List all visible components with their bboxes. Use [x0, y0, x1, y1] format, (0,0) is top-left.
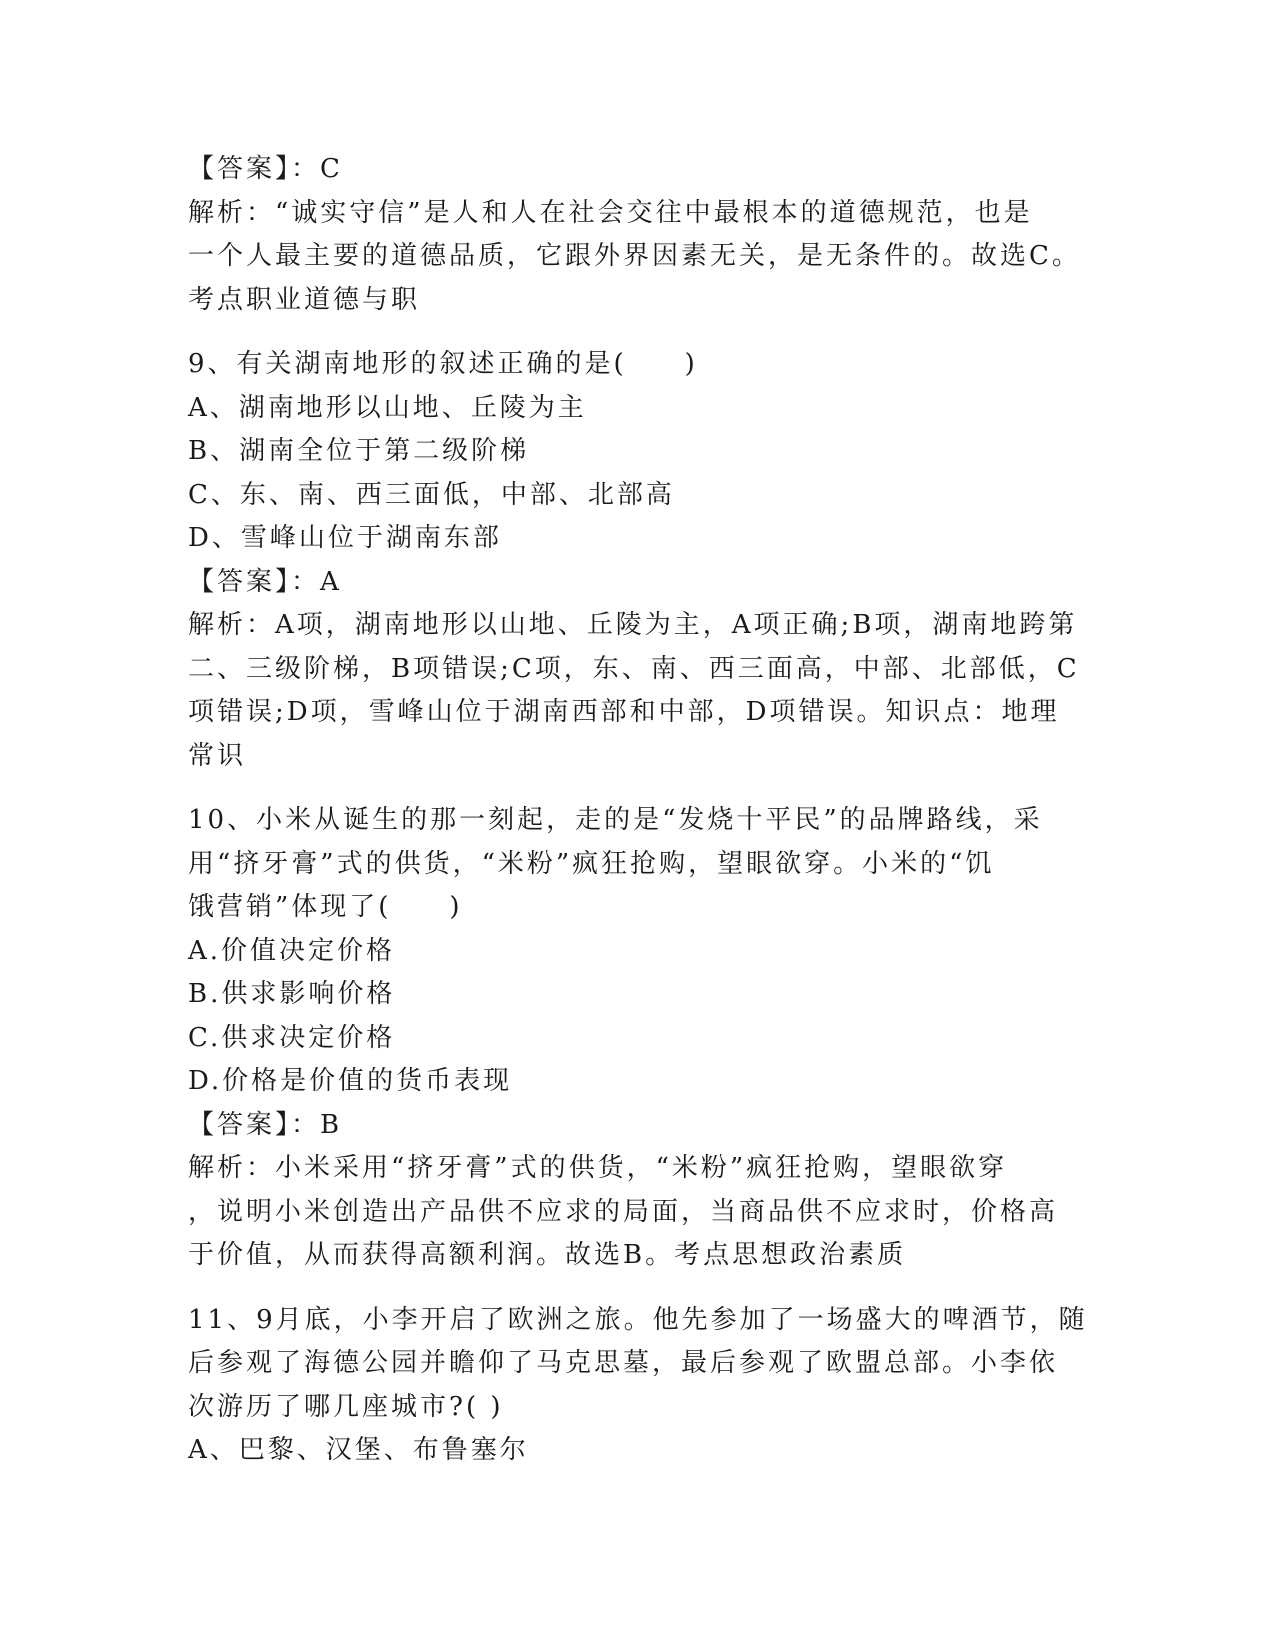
question-10-block — [188, 799, 1088, 1278]
question-9-block — [188, 343, 1088, 778]
answer-label: 【答案】：B — [188, 1109, 343, 1140]
question-stem: 9、有关湖南地形的叙述正确的是( ) — [188, 349, 698, 379]
option-a: A、湖南地形以山地、丘陵为主 — [188, 392, 587, 423]
question-8-answer-block — [188, 148, 1088, 322]
option-c: C.供求决定价格 — [188, 1022, 396, 1053]
analysis-line: 常识 — [188, 740, 247, 771]
option-a: A.价值决定价格 — [188, 935, 396, 966]
analysis-line: 一个人最主要的道德品质，它跟外界因素无关，是无条件的。故选C。 — [188, 241, 1081, 271]
answer-label: 【答案】：C — [188, 154, 343, 184]
analysis-line: 解析：A项，湖南地形以山地、丘陵为主，A项正确;B项，湖南地跨第 — [188, 610, 1078, 640]
question-stem: 10、小米从诞生的那一刻起，走的是“发烧十平民”的品牌路线，采 — [188, 805, 1043, 835]
analysis-line: ，说明小米创造出产品供不应求的局面，当商品供不应求时，价格高 — [188, 1196, 1059, 1227]
analysis-line: 解析：“诚实守信”是人和人在社会交往中最根本的道德规范，也是 — [188, 197, 1033, 228]
question-stem: 用“挤牙膏”式的供货，“米粉”疯狂抢购，望眼欲穿。小米的“饥 — [188, 848, 995, 879]
option-d: D、雪峰山位于湖南东部 — [188, 523, 502, 553]
analysis-line: 二、三级阶梯，B项错误;C项，东、南、西三面高，中部、北部低，C — [188, 653, 1080, 684]
analysis-line: 解析：小米采用“挤牙膏”式的供货，“米粉”疯狂抢购，望眼欲穿 — [188, 1153, 1008, 1183]
question-stem: 后参观了海德公园并瞻仰了马克思墓，最后参观了欧盟总部。小李依 — [188, 1348, 1059, 1378]
option-b: B、湖南全位于第二级阶梯 — [188, 436, 530, 466]
analysis-line: 项错误;D项，雪峰山位于湖南西部和中部，D项错误。知识点：地理 — [188, 697, 1060, 727]
block-divider — [188, 322, 1088, 343]
answer-label: 【答案】：A — [188, 566, 342, 597]
analysis-line: 考点职业道德与职 — [188, 284, 421, 315]
question-stem: 11、9月底，小李开启了欧洲之旅。他先参加了一场盛大的啤酒节，随 — [188, 1304, 1088, 1335]
analysis-line: 于价值，从而获得高额利润。故选B。考点思想政治素质 — [188, 1240, 907, 1270]
block-divider — [188, 778, 1088, 799]
question-stem: 次游历了哪几座城市?( ) — [188, 1391, 504, 1422]
option-c: C、东、南、西三面低，中部、北部高 — [188, 479, 675, 510]
option-d: D.价格是价值的货币表现 — [188, 1066, 513, 1096]
question-11-block — [188, 1299, 1088, 1473]
question-stem: 饿营销”体现了( ) — [188, 892, 463, 922]
document-page — [188, 148, 1088, 1473]
option-b: B.供求影响价格 — [188, 979, 396, 1009]
block-divider — [188, 1278, 1088, 1299]
option-a: A、巴黎、汉堡、布鲁塞尔 — [188, 1435, 529, 1465]
